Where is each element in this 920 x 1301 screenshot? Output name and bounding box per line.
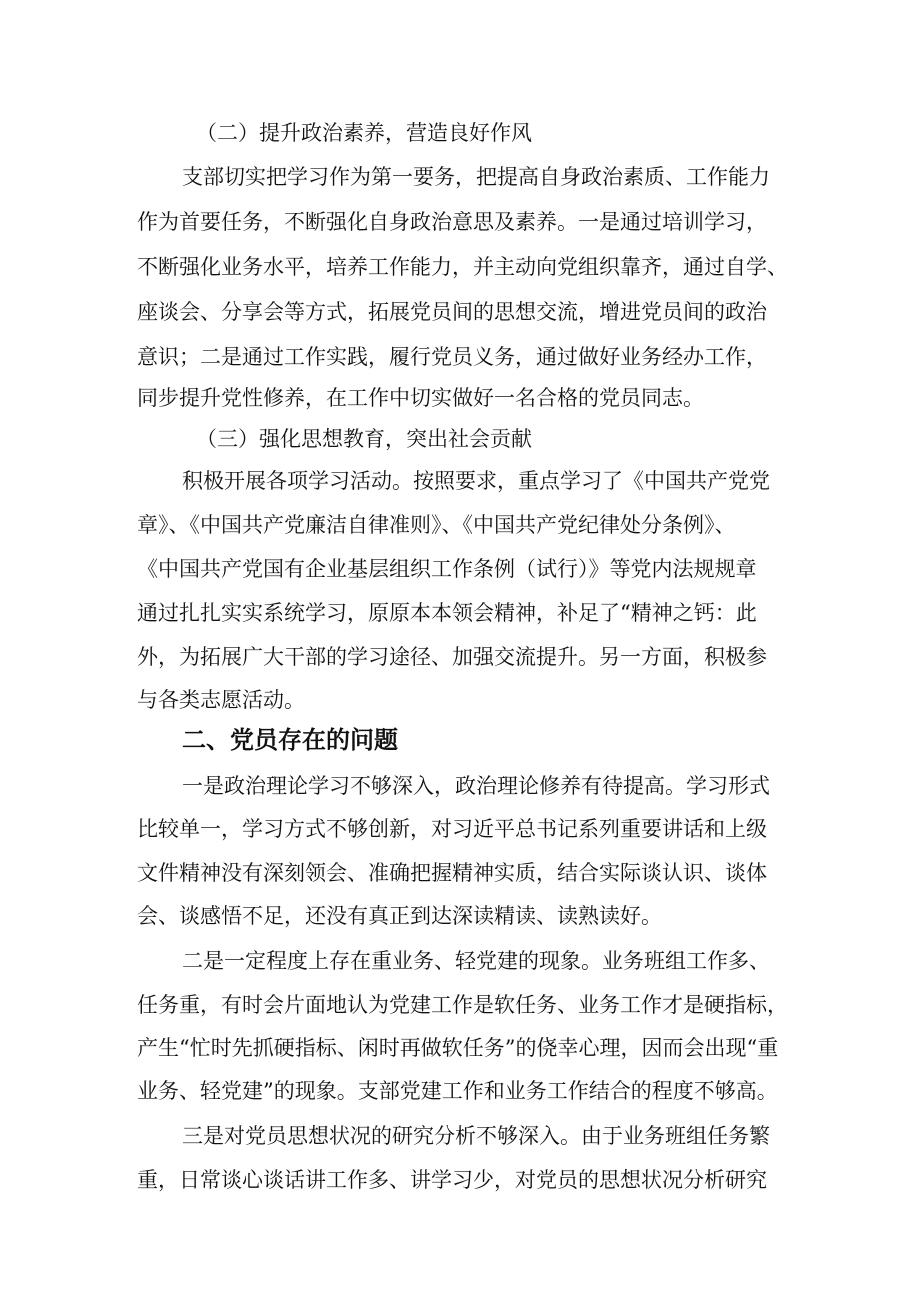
paragraph-line: 重，日常谈心谈话讲工作多、讲学习少，对党员的思想状况分析研究: [137, 1168, 767, 1192]
paragraph-line: 意识；二是通过工作实践，履行党员义务，通过做好业务经办工作，: [137, 345, 767, 369]
paragraph-line: 三是对党员思想状况的研究分析不够深入。由于业务班组任务繁: [182, 1124, 770, 1148]
section-heading-problems: 二、党员存在的问题: [182, 726, 398, 754]
paragraph-line: 会、谈感悟不足，还没有真正到达深读精读、读熟读好。: [137, 904, 662, 928]
paragraph-line: 任务重，有时会片面地认为党建工作是软任务、业务工作才是硬指标，: [137, 993, 788, 1017]
paragraph-line: 业务、轻党建”的现象。支部党建工作和业务工作结合的程度不够高。: [137, 1079, 778, 1103]
subheading-section-2: （二）提升政治素养，营造良好作风: [196, 121, 532, 145]
paragraph-line: 作为首要任务，不断强化自身政治意思及素养。一是通过培训学习，: [137, 210, 767, 234]
paragraph-line: 通过扎扎实实系统学习，原原本本领会精神，补足了“精神之钙：此: [137, 601, 757, 625]
paragraph-line: 文件精神没有深刻领会、准确把握精神实质，结合实际谈认识、谈体: [137, 861, 767, 885]
paragraph-line: 一是政治理论学习不够深入，政治理论修养有待提高。学习形式: [182, 774, 770, 798]
paragraph-line: 章》、《中国共产党廉洁自律准则》、《中国共产党纪律处分条例》、: [137, 513, 736, 537]
paragraph-line: 比较单一，学习方式不够创新，对习近平总书记系列重要讲话和上级: [137, 817, 767, 841]
paragraph-line: 不断强化业务水平，培养工作能力，并主动向党组织靠齐，通过自学、: [137, 255, 788, 279]
paragraph-line: 产生“忙时先抓硬指标、闲时再做软任务”的侥幸心理，因而会出现“重: [137, 1036, 779, 1060]
paragraph-line: 《中国共产党国有企业基层组织工作条例（试行）》等党内法规规章: [137, 557, 757, 581]
paragraph-line: 二是一定程度上存在重业务、轻党建的现象。业务班组工作多、: [182, 949, 770, 973]
paragraph-line: 积极开展各项学习活动。按照要求，重点学习了《中国共产党党: [182, 469, 770, 493]
paragraph-line: 与各类志愿活动。: [137, 688, 305, 712]
paragraph-line: 座谈会、分享会等方式，拓展党员间的思想交流，增进党员间的政治: [137, 300, 767, 324]
paragraph-line: 同步提升党性修养，在工作中切实做好一名合格的党员同志。: [137, 386, 704, 410]
paragraph-line: 外，为拓展广大干部的学习途径、加强交流提升。另一方面，积极参: [137, 645, 767, 669]
subheading-section-3: （三）强化思想教育，突出社会贡献: [196, 427, 532, 451]
paragraph-line: 支部切实把学习作为第一要务，把提高自身政治素质、工作能力: [182, 165, 770, 189]
